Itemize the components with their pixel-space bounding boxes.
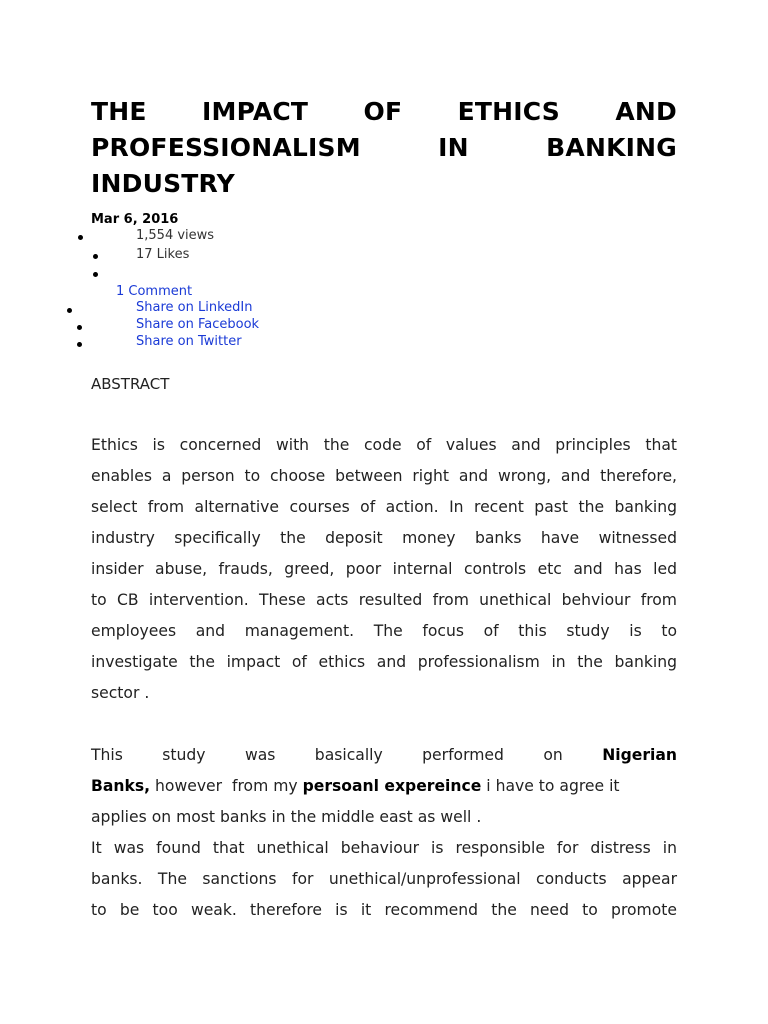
bold-text: Banks,	[91, 777, 151, 795]
share-facebook-link[interactable]: Share on Facebook	[136, 317, 260, 332]
abstract-heading: ABSTRACT	[91, 375, 170, 393]
text-line: to CB intervention. These acts resulted from unethical behviour from	[91, 591, 677, 609]
text-line: to be too weak. therefore is it recommend the need to promote	[91, 901, 677, 919]
title-line: PROFESSIONALISM IN BANKING	[91, 133, 677, 162]
likes-count: 17 Likes	[136, 247, 190, 262]
bold-text: persoanl expereince	[302, 777, 482, 795]
text-line: insider abuse, frauds, greed, poor internal controls etc and has led	[91, 560, 677, 578]
text-line: industry specifically the deposit money banks have witnessed	[91, 529, 677, 547]
text-segment: however from my	[150, 777, 303, 795]
text-line: employees and management. The focus of this study is to	[91, 622, 677, 640]
title-line: INDUSTRY	[91, 169, 235, 198]
bullet-icon	[78, 235, 83, 240]
text-segment: i have to agree it	[481, 777, 620, 795]
text-line: sector .	[91, 684, 150, 702]
bold-text: Nigerian	[602, 746, 677, 764]
article-header	[91, 94, 677, 228]
abstract-paragraph-2	[91, 740, 677, 926]
share-twitter-link[interactable]: Share on Twitter	[136, 334, 242, 349]
text-line: banks. The sanctions for unethical/unprofessional conducts appear	[91, 870, 677, 888]
publish-date: Mar 6, 2016	[91, 212, 179, 227]
abstract-paragraph-1	[91, 430, 677, 709]
bullet-icon	[77, 342, 82, 347]
text-line: enables a person to choose between right and wrong, and therefore,	[91, 467, 677, 485]
bullet-icon	[77, 325, 82, 330]
share-linkedin-link[interactable]: Share on LinkedIn	[136, 300, 253, 315]
bullet-icon	[93, 272, 98, 277]
title-line: THE IMPACT OF ETHICS AND	[91, 97, 677, 126]
bullet-icon	[93, 254, 98, 259]
text-segment: This study was basically performed on	[91, 746, 563, 764]
text-line: Ethics is concerned with the code of values and principles that	[91, 436, 677, 454]
text-line: investigate the impact of ethics and professionalism in the banking	[91, 653, 677, 671]
text-line	[91, 740, 677, 771]
views-count: 1,554 views	[136, 228, 215, 243]
text-line: applies on most banks in the middle east as well .	[91, 808, 482, 826]
article-title	[91, 94, 677, 202]
comments-link[interactable]: 1 Comment	[116, 284, 193, 299]
text-line	[91, 771, 677, 802]
bullet-icon	[67, 308, 72, 313]
text-line: select from alternative courses of action. In recent past the banking	[91, 498, 677, 516]
text-line: It was found that unethical behaviour is responsible for distress in	[91, 839, 677, 857]
